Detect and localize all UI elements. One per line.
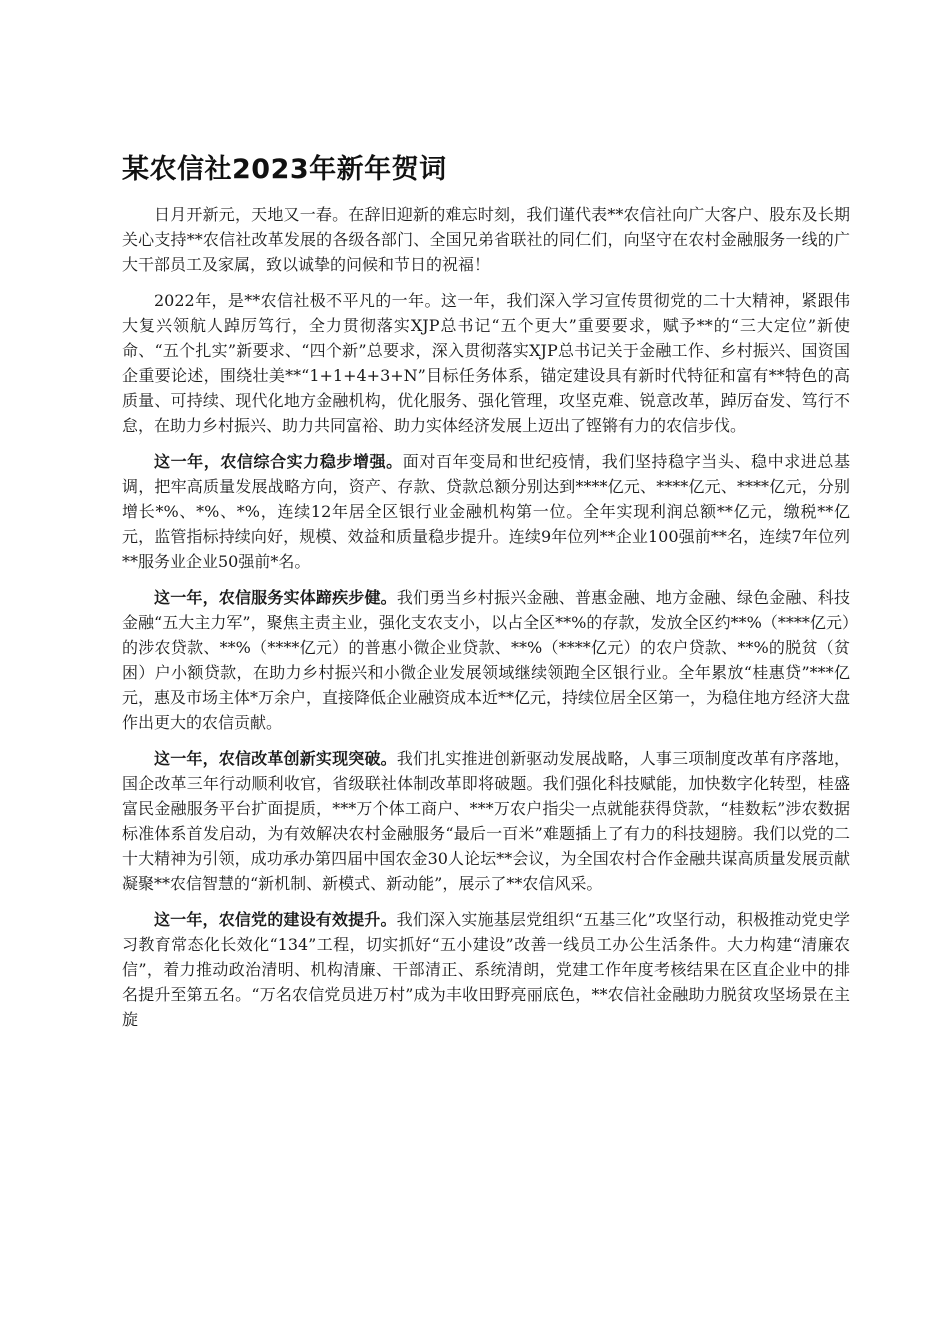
paragraph-lead: 这一年，农信改革创新实现突破。	[154, 749, 397, 768]
paragraph-text: 面对百年变局和世纪疫情，我们坚持稳字当头、稳中求进总基调，把牢高质量发展战略方向，资产、存款、贷款总额分别达到****亿元、****亿元、****亿元，分别增长*%、*%、*%，连续12年居全区银行业金融机构第一位。全年实现利润总额**亿元，缴税**亿元，监管指标持续向好，规模、效益和质量稳步提升。连续9年位列**企业100强前**名，连续7年位列**服务业企业50强前*名。	[122, 452, 850, 571]
paragraph-lead: 这一年，农信服务实体蹄疾步健。	[154, 588, 397, 607]
paragraph-overview	[122, 288, 850, 438]
paragraph-greeting	[122, 202, 850, 277]
paragraph-lead: 这一年，农信党的建设有效提升。	[154, 910, 397, 929]
paragraph-text: 我们深入实施基层党组织“五基三化”攻坚行动，积极推动党史学习教育常态化长效化“134”工程，切实抓好“五小建设”改善一线员工办公生活条件。大力构建“清廉农信”，着力推动政治清明、机构清廉、干部清正、系统清朗，党建工作年度考核结果在区直企业中的排名提升至第五名。“万名农信党员进万村”成为丰收田野亮丽底色，**农信社金融助力脱贫攻坚场景在主旋	[122, 910, 850, 1029]
paragraph-text: 日月开新元，天地又一春。在辞旧迎新的难忘时刻，我们谨代表**农信社向广大客户、股东及长期关心支持**农信社改革发展的各级各部门、全国兄弟省联社的同仁们，向坚守在农村金融服务一线的广大干部员工及家属，致以诚挚的问候和节日的祝福！	[122, 205, 850, 274]
paragraph-text: 我们扎实推进创新驱动发展战略，人事三项制度改革有序落地，国企改革三年行动顺利收官，省级联社体制改革即将破题。我们强化科技赋能，加快数字化转型，桂盛富民金融服务平台扩面提质，***万个体工商户、***万农户指尖一点就能获得贷款，“桂数耘”涉农数据标准体系首发启动，为有效解决农村金融服务“最后一百米”难题插上了有力的科技翅膀。我们以党的二十大精神为引领，成功承办第四届中国农金30人论坛**会议，为全国农村合作金融共谋高质量发展贡献凝聚**农信智慧的“新机制、新模式、新动能”，展示了**农信风采。	[122, 749, 850, 893]
paragraph-text: 我们勇当乡村振兴金融、普惠金融、地方金融、绿色金融、科技金融“五大主力军”，聚焦主责主业，强化支农支小，以占全区**%的存款，发放全区约**%（****亿元）的涉农贷款、**%（****亿元）的普惠小微企业贷款、**%（****亿元）的农户贷款、**%的脱贫（贫困）户小额贷款，在助力乡村振兴和小微企业发展领域继续领跑全区银行业。全年累放“桂惠贷”***亿元，惠及市场主体*万余户，直接降低企业融资成本近**亿元，持续位居全区第一，为稳住地方经济大盘作出更大的农信贡献。	[122, 588, 851, 732]
paragraph-lead: 这一年，农信综合实力稳步增强。	[154, 452, 403, 471]
paragraph-service	[122, 585, 850, 735]
paragraph-party	[122, 907, 850, 1032]
document-page	[122, 150, 850, 1043]
paragraph-strength	[122, 449, 850, 574]
paragraph-reform	[122, 746, 850, 896]
paragraph-text: 2022年，是**农信社极不平凡的一年。这一年，我们深入学习宣传贯彻党的二十大精神，紧跟伟大复兴领航人踔厉笃行，全力贯彻落实XJP总书记“五个更大”重要要求，赋予**的“三大定位”新使命、“五个扎实”新要求、“四个新”总要求，深入贯彻落实XJP总书记关于金融工作、乡村振兴、国资国企重要论述，围绕壮美**“1+1+4+3+N”目标任务体系，锚定建设具有新时代特征和富有**特色的高质量、可持续、现代化地方金融机构，优化服务、强化管理，攻坚克难、锐意改革，踔厉奋发、笃行不怠，在助力乡村振兴、助力共同富裕、助力实体经济发展上迈出了铿锵有力的农信步伐。	[122, 291, 850, 435]
document-title: 某农信社2023年新年贺词	[122, 154, 447, 185]
